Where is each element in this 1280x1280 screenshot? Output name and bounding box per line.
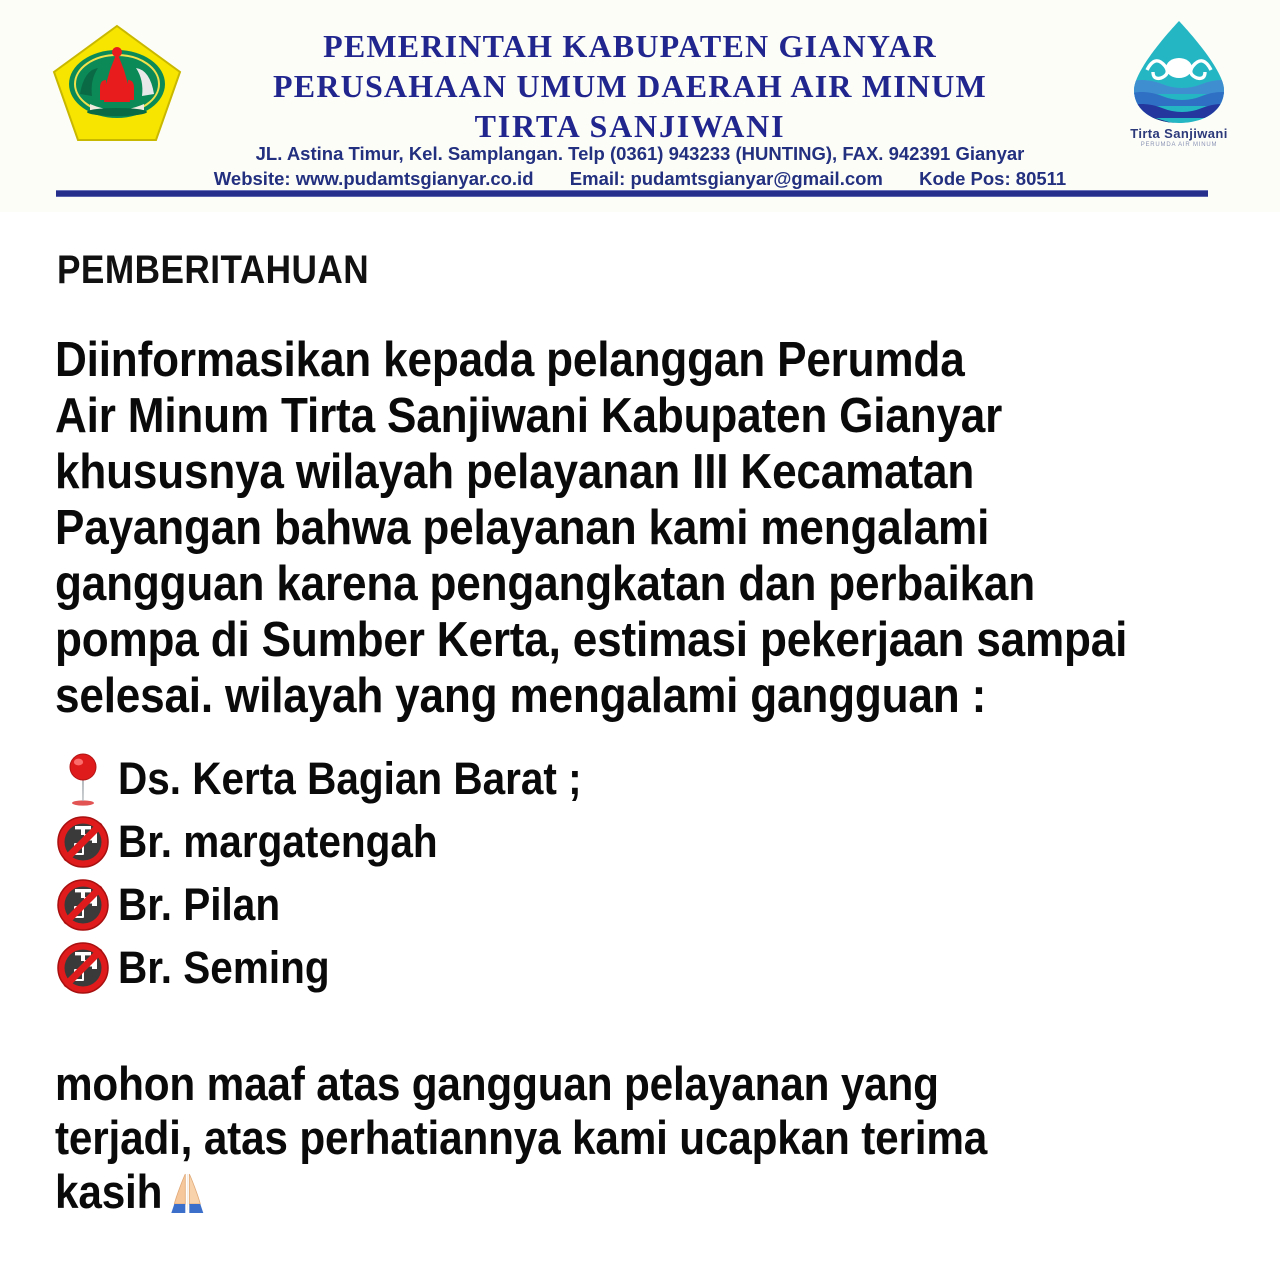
title-line-3: TIRTA SANJIWANI <box>474 108 786 144</box>
notice-paragraph <box>55 332 1280 724</box>
gianyar-regency-emblem-icon <box>50 22 184 144</box>
tirta-sanjiwani-logo <box>1116 18 1242 158</box>
logo-label: Tirta Sanjiwani <box>1130 126 1228 141</box>
letterhead <box>0 0 1280 212</box>
closing-line: mohon maaf atas gangguan pelayanan yang <box>55 1057 939 1110</box>
list-item <box>52 810 952 873</box>
paragraph-line: selesai. wilayah yang mengalami gangguan : <box>55 669 987 723</box>
address-line-1: JL. Astina Timur, Kel. Samplangan. Telp (0361) 943233 (HUNTING), FAX. 942391 Gianyar <box>255 143 1025 164</box>
address-email: Email: pudamtsgianyar@gmail.com <box>569 168 883 189</box>
notice-heading: PEMBERITAHUAN <box>57 248 370 292</box>
list-item-label: Br. Seming <box>118 941 330 993</box>
letterhead-divider <box>56 190 1208 197</box>
list-item-label: Br. margatengah <box>118 815 438 867</box>
non-potable-water-icon <box>52 937 114 999</box>
paragraph-line: Payangan bahwa pelayanan kami mengalami <box>55 501 990 555</box>
list-item-label: Ds. Kerta Bagian Barat ; <box>118 752 582 804</box>
logo-sublabel: PERUMDA AIR MINUM <box>1140 142 1218 148</box>
paragraph-line: khususnya wilayah pelayanan III Kecamatan <box>55 445 975 499</box>
affected-areas-list <box>52 747 952 999</box>
address-postcode: Kode Pos: 80511 <box>919 168 1067 189</box>
paragraph-line: Air Minum Tirta Sanjiwani Kabupaten Gianyar <box>55 389 1003 443</box>
non-potable-water-icon <box>52 811 114 873</box>
water-drop-icon <box>1127 18 1231 126</box>
address-website: Website: www.pudamtsgianyar.co.id <box>213 168 534 189</box>
list-item <box>52 936 952 999</box>
list-item <box>52 873 952 936</box>
letterhead-titles <box>180 26 1080 146</box>
paragraph-line: Diinformasikan kepada pelanggan Perumda <box>55 333 965 387</box>
non-potable-water-icon <box>52 874 114 936</box>
title-line-2: PERUSAHAAN UMUM DAERAH AIR MINUM <box>273 68 987 104</box>
closing-line: terjadi, atas perhatiannya kami ucapkan terima <box>55 1111 988 1164</box>
list-item <box>52 747 952 810</box>
title-line-1: PEMERINTAH KABUPATEN GIANYAR <box>323 28 937 64</box>
letterhead-address <box>0 141 1280 191</box>
paragraph-line: gangguan karena pengangkatan dan perbaikan <box>55 557 1036 611</box>
closing-line-last <box>55 1165 1162 1219</box>
address-line-2 <box>0 166 1280 191</box>
folded-hands-icon <box>161 1166 213 1218</box>
paragraph-line: pompa di Sumber Kerta, estimasi pekerjaan sampai <box>55 613 1128 667</box>
closing-line-text: kasih <box>55 1165 163 1218</box>
round-pushpin-icon <box>52 748 114 810</box>
closing-paragraph <box>55 1057 1280 1219</box>
list-item-label: Br. Pilan <box>118 878 281 930</box>
